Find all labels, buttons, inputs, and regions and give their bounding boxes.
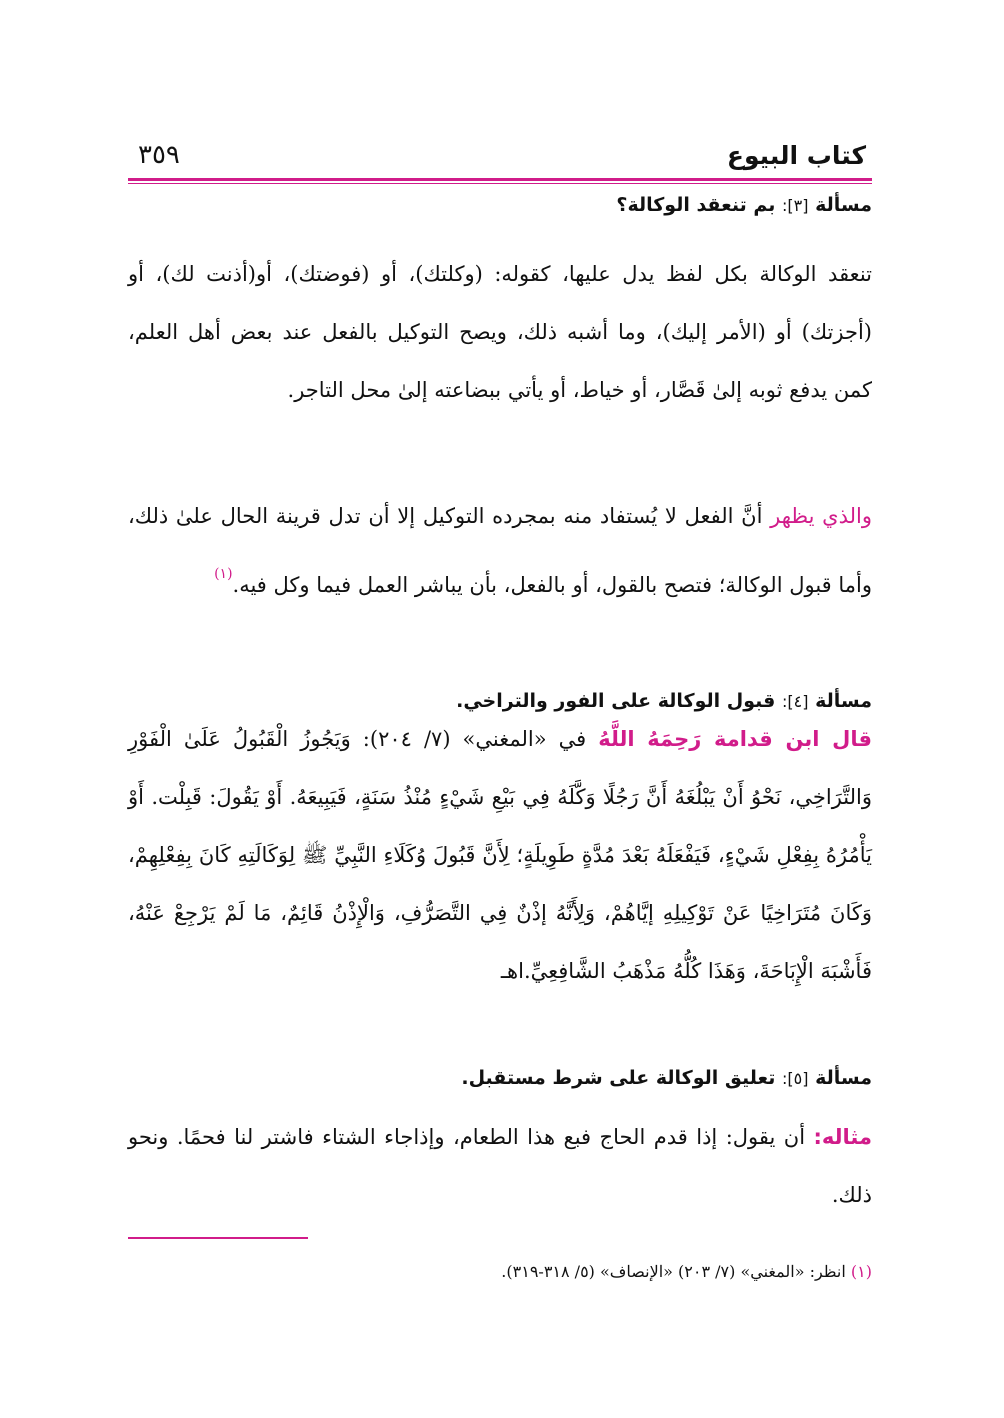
- issue-label: مسألة: [815, 1067, 872, 1089]
- header-rule: [128, 178, 872, 185]
- issue-title: قبول الوكالة على الفور والتراخي.: [456, 690, 776, 712]
- footnote-marker: (١): [850, 1262, 872, 1281]
- footnote-text: انظر: «المغني» (٧/ ٢٠٣) «الإنصاف» (٥/ ٣١٨-٣١٩).: [501, 1262, 851, 1281]
- paragraph-s3-1: تنعقد الوكالة بكل لفظ يدل عليها، كقوله: (وكلتك)، أو (فوضتك)، أو(أذنت لك)، أو (أجزتك) أو (الأمر إليك)، وما أشبه ذلك، ويصح التوكيل بالفعل عند بعض أهل العلم، كمن يدفع ثوبه إلىٰ قَصَّار، أو خياط، أو يأتي ببضاعته إلىٰ محل التاجر.: [128, 262, 872, 402]
- issue-label: مسألة: [815, 194, 872, 216]
- example-body: أن يقول: إذا قدم الحاج فبع هذا الطعام، وإذاجاء الشتاء فاشتر لنا فحمًا. ونحو ذلك.: [128, 1125, 872, 1207]
- section-heading-5: [461, 1067, 872, 1089]
- paragraph-lead: والذي يظهر: [770, 504, 872, 528]
- footnote-ref[interactable]: (١): [214, 566, 233, 582]
- issue-number: [٣]:: [782, 196, 809, 215]
- quote-attribution: قال ابن قدامة رَحِمَهُ اللَّهُ: [598, 727, 872, 751]
- paragraph-body: أنَّ الفعل لا يُستفاد منه بمجرده التوكيل إلا أن تدل قرينة الحال علىٰ ذلك، وأما قبول الوكالة؛ فتصح بالقول، أو بالفعل، بأن يباشر العمل فيما وكل فيه.: [128, 504, 872, 597]
- issue-number: [٤]:: [782, 692, 809, 711]
- paragraph-s5: [128, 1108, 872, 1224]
- footnote: [501, 1262, 872, 1281]
- example-label: مثاله:: [813, 1125, 872, 1149]
- page-number: ٣٥٩: [138, 140, 180, 170]
- page-header: [128, 120, 872, 170]
- section-heading-3: [616, 194, 872, 216]
- issue-title: تعليق الوكالة على شرط مستقبل.: [461, 1067, 776, 1089]
- issue-title: بم تنعقد الوكالة؟: [616, 194, 776, 216]
- quote-body: في «المغني» (٧/ ٢٠٤): وَيَجُوزُ الْقَبُولُ عَلَىٰ الْفَوْرِ وَالتَّرَاخِي، نَحْوُ أَنْ يَبْلُغَهُ أَنَّ رَجُلًا وَكَّلَهُ فِي بَيْعِ شَيْءٍ مُنْذُ سَنَةٍ، فَيَبِيعَهُ. أَوْ يَقُولَ: قَبِلْت. أَوْ يَأْمُرُهُ بِفِعْلِ شَيْءٍ، فَيَفْعَلَهُ بَعْدَ مُدَّةٍ طَوِيلَةٍ؛ لِأَنَّ قَبُولَ وُكَلَاءِ النَّبِيِّ ﷺ لِوَكَالَتِهِ كَانَ بِفِعْلِهِمْ، وَكَانَ مُتَرَاخِيًا عَنْ تَوْكِيلِهِ إيَّاهُمْ، وَلِأَنَّهُ إذْنٌ فِي التَّصَرُّفِ، وَالْإِذْنُ قَائِمٌ، مَا لَمْ يَرْجِعْ عَنْهُ، فَأَشْبَهَ الْإِبَاحَةَ، وَهَذَا كُلُّهُ مَذْهَبُ الشَّافِعِيِّ.اهـ: [128, 727, 872, 983]
- document-page: [128, 120, 872, 185]
- issue-number: [٥]:: [782, 1069, 809, 1088]
- paragraph-s3-2: [128, 487, 872, 614]
- book-title: كتاب البيوع: [726, 141, 866, 170]
- paragraph-s4: [128, 710, 872, 1000]
- issue-label: مسألة: [815, 690, 872, 712]
- section-heading-4: [456, 690, 872, 712]
- footnote-rule: [128, 1237, 308, 1239]
